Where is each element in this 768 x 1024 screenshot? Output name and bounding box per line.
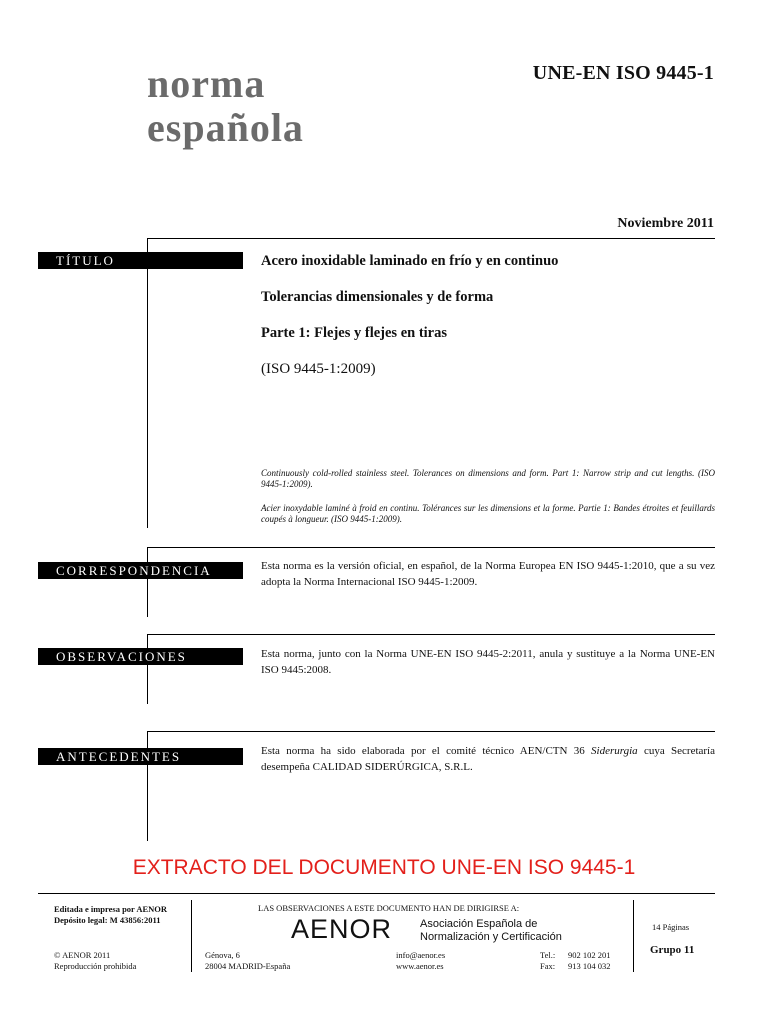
- aenor-desc-line-1: Asociación Española de: [420, 918, 538, 930]
- correspondencia-top-rule: [147, 547, 715, 548]
- website: www.aenor.es: [396, 961, 444, 971]
- legal-deposit: Depósito legal: M 43856:2011: [54, 915, 161, 925]
- observaciones-left-rule: [147, 634, 148, 704]
- reproduction-notice: Reproducción prohibida: [54, 961, 137, 971]
- title-line-3: Parte 1: Flejes y flejes en tiras: [261, 325, 448, 341]
- titulo-label: TÍTULO: [38, 252, 243, 269]
- titulo-left-rule: [147, 238, 148, 528]
- edited-by: Editada e impresa por AENOR: [54, 904, 168, 914]
- observaciones-label: OBSERVACIONES: [38, 648, 243, 665]
- aenor-desc-line-2: Normalización y Certificación: [420, 931, 562, 943]
- standard-code: UNE-EN ISO 9445-1: [532, 62, 714, 84]
- copyright: © AENOR 2011: [54, 950, 111, 960]
- observaciones-top-rule: [147, 634, 715, 635]
- footer-top-rule: [38, 893, 715, 894]
- page-count: 14 Páginas: [652, 922, 690, 932]
- address-line-1: Génova, 6: [205, 950, 240, 960]
- footer-divider-right: [633, 900, 634, 972]
- iso-reference: (ISO 9445-1:2009): [261, 361, 376, 377]
- correspondencia-label: CORRESPONDENCIA: [38, 562, 243, 579]
- title-line-1: Acero inoxidable laminado en frío y en continuo: [261, 253, 559, 269]
- antecedentes-top-rule: [147, 731, 715, 732]
- antecedentes-committee-name: Siderurgia: [591, 745, 638, 757]
- tel-number: 902 102 201: [568, 950, 611, 960]
- antecedentes-text: [261, 743, 715, 775]
- title-line-2: Tolerancias dimensionales y de forma: [261, 289, 494, 305]
- antecedentes-label: ANTECEDENTES: [38, 748, 243, 765]
- publication-date: Noviembre 2011: [617, 216, 714, 231]
- brand-espanola: española: [147, 105, 304, 150]
- antecedentes-text-1: Esta norma ha sido elaborada por el comité técnico AEN/CTN 36: [261, 745, 592, 757]
- observaciones-text: Esta norma, junto con la Norma UNE-EN ISO 9445-2:2011, anula y sustituye a la Norma UNE-EN ISO 9445:2008.: [261, 648, 715, 676]
- brand-norma: norma: [147, 61, 266, 106]
- fax-number: 913 104 032: [568, 961, 611, 971]
- aenor-description: [420, 918, 562, 944]
- correspondencia-left-rule: [147, 547, 148, 617]
- titulo-top-rule: [147, 238, 715, 239]
- observaciones-address-header: LAS OBSERVACIONES A ESTE DOCUMENTO HAN DE DIRIGIRSE A:: [258, 903, 520, 913]
- antecedentes-text-2: cuya Secretaría desempeña CALIDAD SIDERÚRGICA, S.R.L.: [261, 745, 715, 773]
- email: info@aenor.es: [396, 950, 446, 960]
- address-line-2: 28004 MADRID-España: [205, 961, 291, 971]
- fax-label: Fax:: [540, 961, 556, 971]
- french-title: Acier inoxydable laminé à froid en continu. Tolérances sur les dimensions et la forme. Partie 1: Bandes étroites et feuillards coupés à longueur. (ISO 9445-1:2009).: [261, 503, 715, 524]
- correspondencia-text: Esta norma es la versión oficial, en español, de la Norma Europea EN ISO 9445-1:2010, que a su vez adopta la Norma Internacional ISO 9445-1:2009.: [261, 560, 715, 588]
- tel-label: Tel.:: [540, 950, 556, 960]
- footer-divider-left: [191, 900, 192, 972]
- english-title: Continuously cold-rolled stainless steel. Tolerances on dimensions and form. Part 1: Narrow strip and cut lengths. (ISO 9445-1:2009).: [261, 468, 715, 489]
- aenor-logo-text: AENOR: [291, 914, 393, 944]
- price-group: Grupo 11: [650, 944, 695, 956]
- extract-banner: EXTRACTO DEL DOCUMENTO UNE-EN ISO 9445-1: [132, 856, 636, 879]
